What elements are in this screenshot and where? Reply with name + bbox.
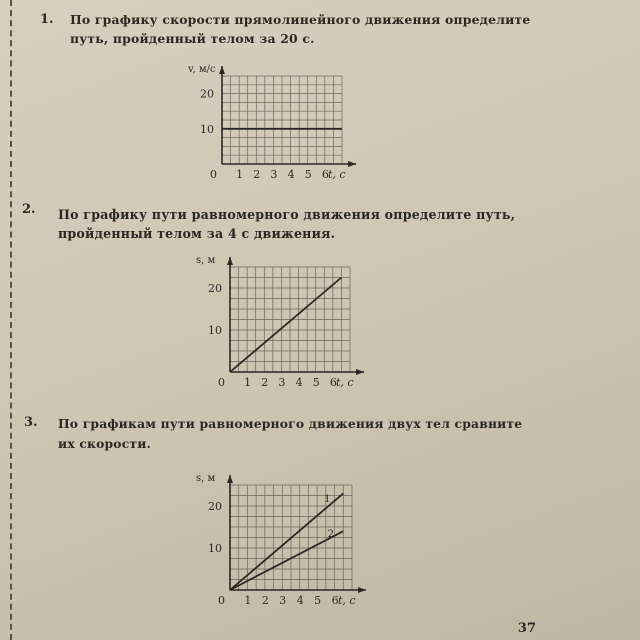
y-axis-label: s, м — [196, 255, 216, 266]
y-tick-label: 20 — [208, 282, 222, 295]
task-number: 1. — [40, 12, 54, 27]
task-text-line1: По графикам пути равномерного движения двух тел сравните — [58, 416, 523, 431]
task-text-line1: По графику скорости прямолинейного движения определите — [70, 12, 531, 27]
x-tick-label: 4 — [295, 376, 303, 389]
task-number: 2. — [22, 202, 36, 217]
series-label: 1 — [324, 493, 331, 505]
task-number: 3. — [24, 415, 38, 430]
y-tick-label: 10 — [208, 324, 222, 337]
series-line — [230, 531, 343, 590]
y-tick-label: 20 — [208, 500, 222, 513]
x-tick-label: 1 — [236, 168, 244, 181]
task-text-line2: пройденный телом за 4 с движения. — [58, 226, 336, 241]
y-axis-label: v, м/с — [188, 64, 216, 75]
y-axis-label: s, м — [196, 473, 216, 484]
x-tick-label: 5 — [314, 594, 322, 607]
x-axis-label: t, с — [338, 594, 356, 607]
x-tick-label: 0 — [210, 168, 217, 181]
x-axis-arrow — [358, 587, 366, 593]
series-line — [230, 493, 343, 590]
x-tick-label: 0 — [218, 594, 225, 607]
task-text-line1: По графику пути равномерного движения определите путь, — [58, 207, 516, 222]
series-label: 2 — [327, 529, 334, 541]
x-tick-label: 2 — [261, 376, 269, 389]
y-tick-label: 10 — [200, 122, 214, 136]
task-text-line2: путь, пройденный телом за 20 с. — [70, 31, 315, 46]
x-tick-label: 3 — [278, 376, 286, 389]
x-tick-label: 0 — [218, 376, 225, 389]
y-tick-label: 20 — [200, 87, 214, 101]
y-tick-label: 10 — [208, 542, 222, 555]
x-tick-label: 6 — [331, 594, 339, 607]
x-axis-label: t, с — [336, 376, 354, 389]
task-text-line2: их скорости. — [58, 436, 152, 451]
x-tick-label: 2 — [253, 168, 261, 181]
page-number: 37 — [517, 621, 536, 636]
x-tick-label: 5 — [312, 376, 320, 389]
x-tick-label: 2 — [261, 594, 269, 607]
x-tick-label: 1 — [244, 594, 252, 607]
x-tick-label: 3 — [279, 594, 287, 607]
x-tick-label: 6 — [329, 376, 337, 389]
x-tick-label: 6 — [321, 168, 329, 181]
x-tick-label: 1 — [244, 376, 252, 389]
x-tick-label: 5 — [304, 168, 312, 181]
x-tick-label: 3 — [270, 168, 278, 181]
x-axis-label: t, с — [328, 168, 346, 181]
x-tick-label: 4 — [296, 594, 304, 607]
x-tick-label: 4 — [287, 168, 295, 181]
y-axis-arrow — [227, 475, 233, 483]
